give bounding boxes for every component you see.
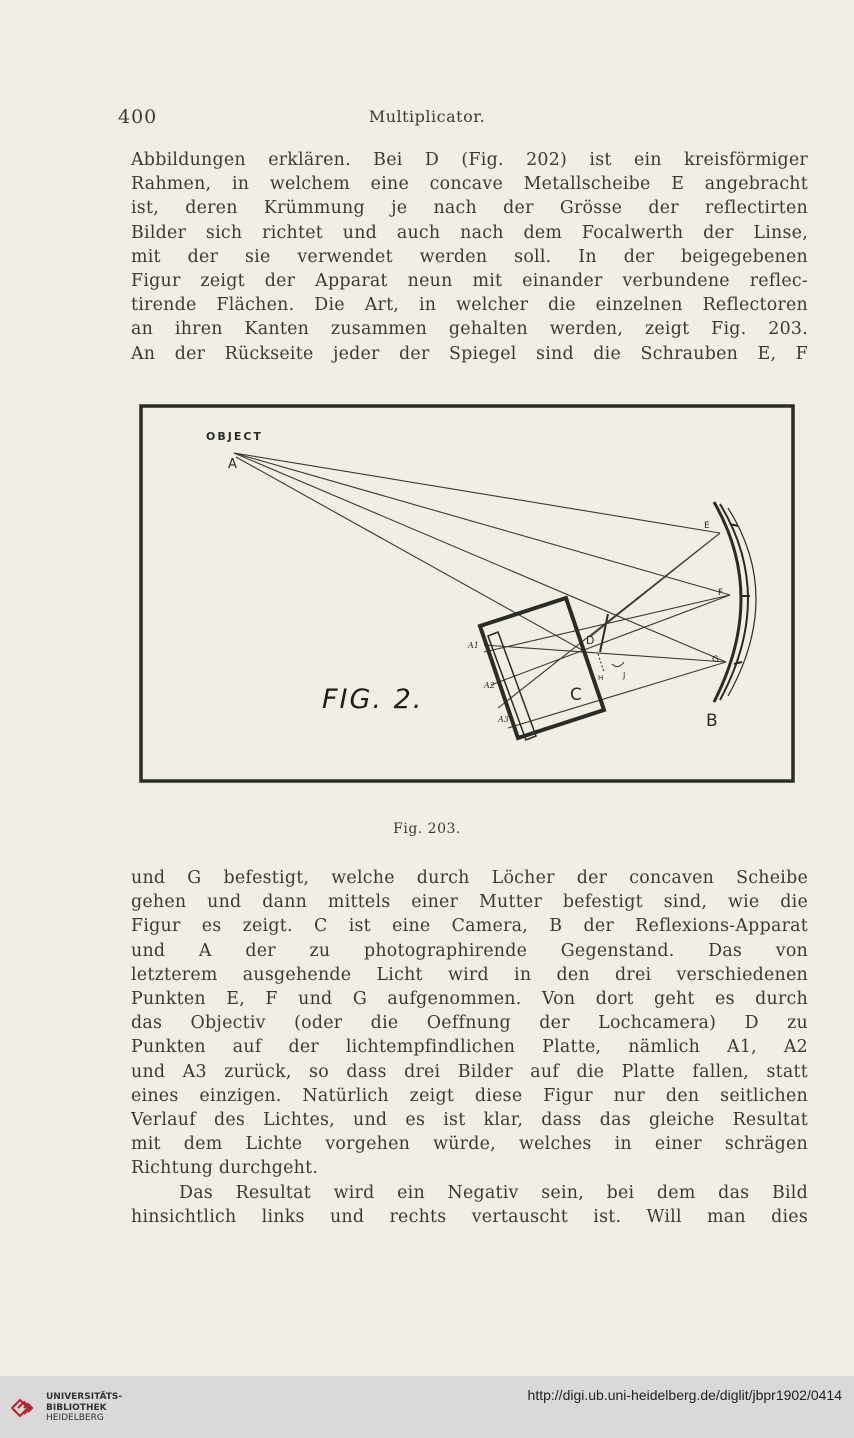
text-line: Das Resultat wird ein Negativ sein, bei dem das Bild (179, 1182, 808, 1203)
text-line: gehen und dann mittels einer Mutter befestigt sind, wie die (131, 892, 808, 913)
permalink-url[interactable]: http://digi.ub.uni-heidelberg.de/diglit/jbpr1902/0414 (527, 1387, 842, 1403)
label-h: H (598, 674, 604, 682)
label-f: F (718, 588, 724, 598)
label-b: B (706, 711, 718, 731)
running-title: Multiplicator. (368, 107, 486, 126)
label-a3: A3 (498, 715, 509, 724)
paragraph-top (131, 148, 808, 366)
text-line: mit dem Lichte vorgehen würde, welches in einer schrägen (131, 1134, 808, 1155)
text-line: das Objectiv (oder die Oeffnung der Lochcamera) D zu (131, 1013, 808, 1034)
text-line: Figur zeigt der Apparat neun mit einander verbundene reflec- (131, 271, 808, 292)
library-seal-icon (10, 1388, 42, 1428)
label-object: OBJECT (206, 430, 263, 443)
text-line: an ihren Kanten zusammen gehalten werden, zeigt Fig. 203. (131, 319, 808, 340)
figure-frame (141, 406, 793, 781)
label-d: D (586, 634, 595, 647)
text-line: mit der sie verwendet werden soll. In der beigegebenen (131, 246, 808, 267)
text-line: Rahmen, in welchem eine concave Metallscheibe E angebracht (131, 174, 808, 195)
text-line: Figur es zeigt. C ist eine Camera, B der Reflexions-Apparat (131, 916, 808, 937)
text-line: und G befestigt, welche durch Löcher der concaven Scheibe (131, 868, 808, 888)
text-line: Punkten auf der lichtempfindlichen Platte, nämlich A1, A2 (131, 1037, 808, 1058)
viewer-footer-bar (0, 1376, 854, 1438)
page-header (0, 106, 854, 130)
text-line: hinsichtlich links und rechts vertauscht ist. Will man dies (131, 1206, 808, 1227)
text-line: eines einzigen. Natürlich zeigt diese Figur nur den seitlichen (131, 1085, 808, 1106)
text-line: An der Rückseite jeder der Spiegel sind die Schrauben E, F (131, 343, 808, 364)
label-g: G (712, 655, 719, 665)
label-j: J (623, 671, 626, 680)
label-a1: A1 (468, 641, 479, 650)
library-logo[interactable] (10, 1388, 130, 1428)
light-rays (234, 453, 730, 728)
text-line: Bilder sich richtet und auch nach dem Focalwerth der Linse, (131, 222, 808, 243)
text-line: und A der zu photographirende Gegenstand. Das von (131, 940, 808, 961)
label-c: C (570, 685, 582, 705)
paragraph-bottom (131, 866, 808, 1229)
text-line: Richtung durchgeht. (131, 1158, 319, 1179)
label-fig-title: FIG. 2. (322, 684, 424, 715)
label-e: E (704, 521, 710, 531)
text-line: Verlauf des Lichtes, und es ist klar, dass das gleiche Resultat (131, 1110, 808, 1131)
library-name-line: BIBLIOTHEK (46, 1402, 107, 1413)
library-name-line: UNIVERSITÄTS- (46, 1392, 123, 1402)
text-line: letzterem ausgehende Licht wird in den drei verschiedenen (131, 964, 808, 985)
label-a: A (228, 457, 237, 472)
text-line: und A3 zurück, so dass drei Bilder auf die Platte fallen, statt (131, 1061, 808, 1082)
figure-caption: Fig. 203. (393, 821, 461, 837)
text-line: Punkten E, F und G aufgenommen. Von dort geht es durch (131, 989, 808, 1010)
text-line: ist, deren Krümmung je nach der Grösse der reflectirten (131, 198, 808, 219)
library-name (46, 1392, 122, 1424)
figure-203-diagram (138, 400, 798, 788)
label-a2: A2 (484, 681, 495, 690)
page-number: 400 (118, 106, 158, 128)
optical-diagram (138, 400, 798, 788)
curved-reflector (714, 502, 756, 702)
text-line: Abbildungen erklären. Bei D (Fig. 202) ist ein kreisförmiger (131, 150, 808, 170)
library-name-line: HEIDELBERG (46, 1413, 104, 1423)
text-line: tirende Flächen. Die Art, in welcher die einzelnen Reflectoren (131, 295, 808, 316)
